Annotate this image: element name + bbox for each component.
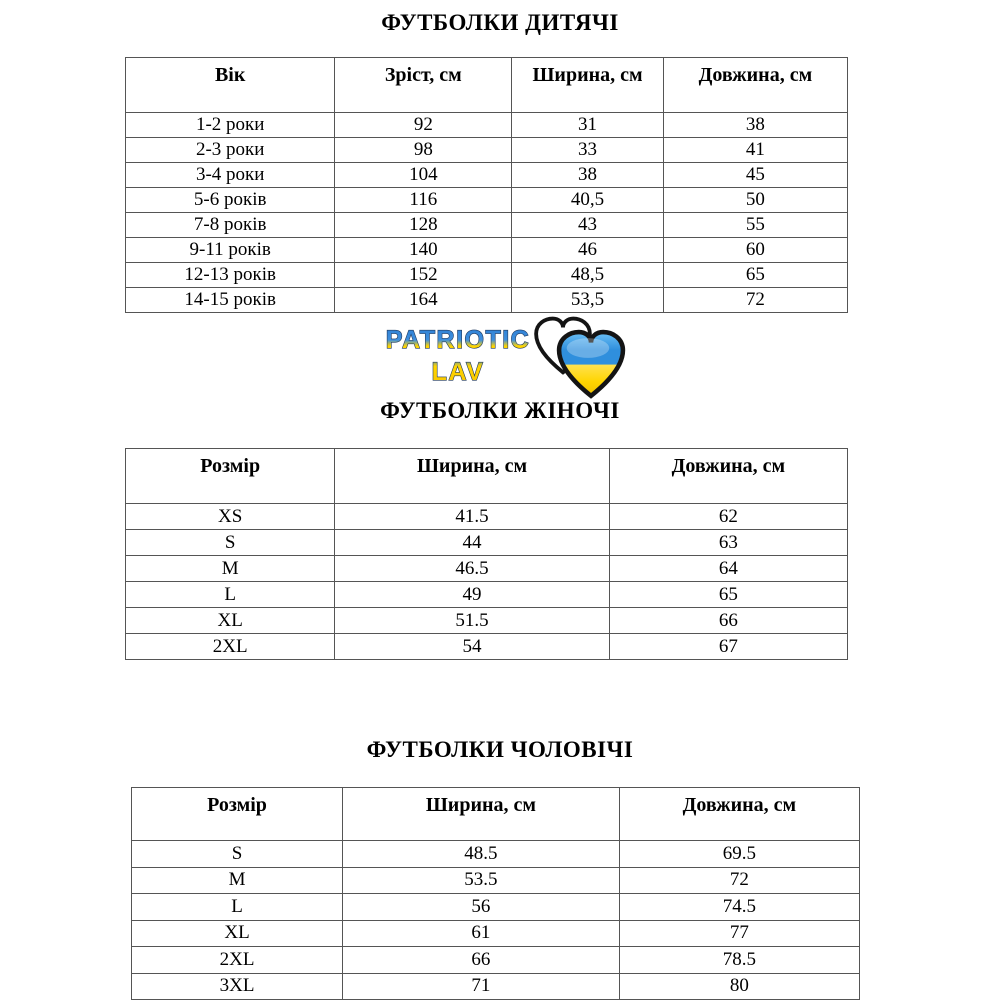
table-cell: 53.5: [343, 867, 620, 894]
table-cell: 41.5: [335, 504, 609, 530]
column-header: Довжина, см: [619, 788, 859, 841]
table-cell: 1-2 роки: [126, 113, 335, 138]
kids-table-title: ФУТБОЛКИ ДИТЯЧІ: [381, 10, 619, 35]
table-cell: 50: [663, 188, 847, 213]
table-cell: L: [126, 582, 335, 608]
table-row: [126, 608, 848, 634]
column-header: Вік: [126, 58, 335, 113]
table-cell: 5-6 років: [126, 188, 335, 213]
header-row: [126, 449, 848, 504]
table-cell: 43: [512, 213, 664, 238]
table-cell: 49: [335, 582, 609, 608]
table-cell: 116: [335, 188, 512, 213]
table-cell: 64: [609, 556, 847, 582]
logo-text-lav: LAV: [431, 358, 485, 386]
table-cell: 46.5: [335, 556, 609, 582]
ukraine-flag-heart-icon: [559, 332, 623, 396]
table-cell: 56: [343, 894, 620, 921]
table-cell: 48.5: [343, 841, 620, 868]
table-cell: 44: [335, 530, 609, 556]
table-row: [126, 504, 848, 530]
column-header: Розмір: [132, 788, 343, 841]
table-cell: 53,5: [512, 288, 664, 313]
table-cell: L: [132, 894, 343, 921]
table-cell: 92: [335, 113, 512, 138]
men-table-title: ФУТБОЛКИ ЧОЛОВІЧІ: [366, 737, 634, 762]
table-row: [126, 634, 848, 660]
table-cell: 62: [609, 504, 847, 530]
column-header: Довжина, см: [609, 449, 847, 504]
table-row: [132, 894, 860, 921]
table-cell: 74.5: [619, 894, 859, 921]
table-row: [126, 138, 848, 163]
table-cell: S: [132, 841, 343, 868]
table-cell: 72: [663, 288, 847, 313]
table-cell: M: [126, 556, 335, 582]
table-cell: 164: [335, 288, 512, 313]
table-row: [132, 867, 860, 894]
table-cell: 72: [619, 867, 859, 894]
table-cell: 140: [335, 238, 512, 263]
table-row: [126, 582, 848, 608]
column-header: Зріст, см: [335, 58, 512, 113]
table-cell: S: [126, 530, 335, 556]
header-row: [126, 58, 848, 113]
table-cell: 128: [335, 213, 512, 238]
patriotic-lav-logo: [383, 316, 653, 404]
table-cell: XL: [126, 608, 335, 634]
table-cell: XL: [132, 920, 343, 947]
table-cell: 33: [512, 138, 664, 163]
table-cell: 66: [343, 947, 620, 974]
table-cell: 46: [512, 238, 664, 263]
table-cell: 152: [335, 263, 512, 288]
table-cell: 2XL: [126, 634, 335, 660]
table-cell: 78.5: [619, 947, 859, 974]
table-cell: 3XL: [132, 973, 343, 1000]
table-cell: 67: [609, 634, 847, 660]
table-cell: 65: [609, 582, 847, 608]
table-cell: 61: [343, 920, 620, 947]
table-row: [126, 530, 848, 556]
table-cell: 2-3 роки: [126, 138, 335, 163]
table-cell: 54: [335, 634, 609, 660]
column-header: Ширина, см: [343, 788, 620, 841]
table-row: [126, 556, 848, 582]
men-size-table: [131, 787, 860, 1000]
table-row: [132, 973, 860, 1000]
table-cell: 80: [619, 973, 859, 1000]
table-row: [126, 288, 848, 313]
table-row: [126, 113, 848, 138]
table-cell: 71: [343, 973, 620, 1000]
table-row: [126, 238, 848, 263]
column-header: Довжина, см: [663, 58, 847, 113]
column-header: Розмір: [126, 449, 335, 504]
table-cell: 98: [335, 138, 512, 163]
table-cell: XS: [126, 504, 335, 530]
column-header: Ширина, см: [335, 449, 609, 504]
women-table-title: ФУТБОЛКИ ЖІНОЧІ: [380, 398, 620, 423]
table-cell: 45: [663, 163, 847, 188]
table-cell: 55: [663, 213, 847, 238]
table-cell: 9-11 років: [126, 238, 335, 263]
kids-size-table: [125, 57, 848, 313]
table-cell: 51.5: [335, 608, 609, 634]
table-cell: 3-4 роки: [126, 163, 335, 188]
table-cell: 77: [619, 920, 859, 947]
column-header: Ширина, см: [512, 58, 664, 113]
table-cell: 38: [663, 113, 847, 138]
table-cell: 7-8 років: [126, 213, 335, 238]
table-cell: M: [132, 867, 343, 894]
table-cell: 41: [663, 138, 847, 163]
table-row: [132, 947, 860, 974]
table-cell: 65: [663, 263, 847, 288]
table-cell: 31: [512, 113, 664, 138]
logo-text-patriotic: PATRIOTIC: [385, 326, 531, 354]
table-row: [126, 263, 848, 288]
table-cell: 63: [609, 530, 847, 556]
women-size-table: [125, 448, 848, 660]
table-row: [126, 188, 848, 213]
table-cell: 38: [512, 163, 664, 188]
table-cell: 40,5: [512, 188, 664, 213]
table-row: [126, 163, 848, 188]
table-cell: 14-15 років: [126, 288, 335, 313]
table-cell: 104: [335, 163, 512, 188]
table-cell: 60: [663, 238, 847, 263]
table-row: [126, 213, 848, 238]
table-cell: 12-13 років: [126, 263, 335, 288]
table-cell: 69.5: [619, 841, 859, 868]
table-cell: 2XL: [132, 947, 343, 974]
table-cell: 48,5: [512, 263, 664, 288]
table-cell: 66: [609, 608, 847, 634]
header-row: [132, 788, 860, 841]
table-row: [132, 841, 860, 868]
table-row: [132, 920, 860, 947]
